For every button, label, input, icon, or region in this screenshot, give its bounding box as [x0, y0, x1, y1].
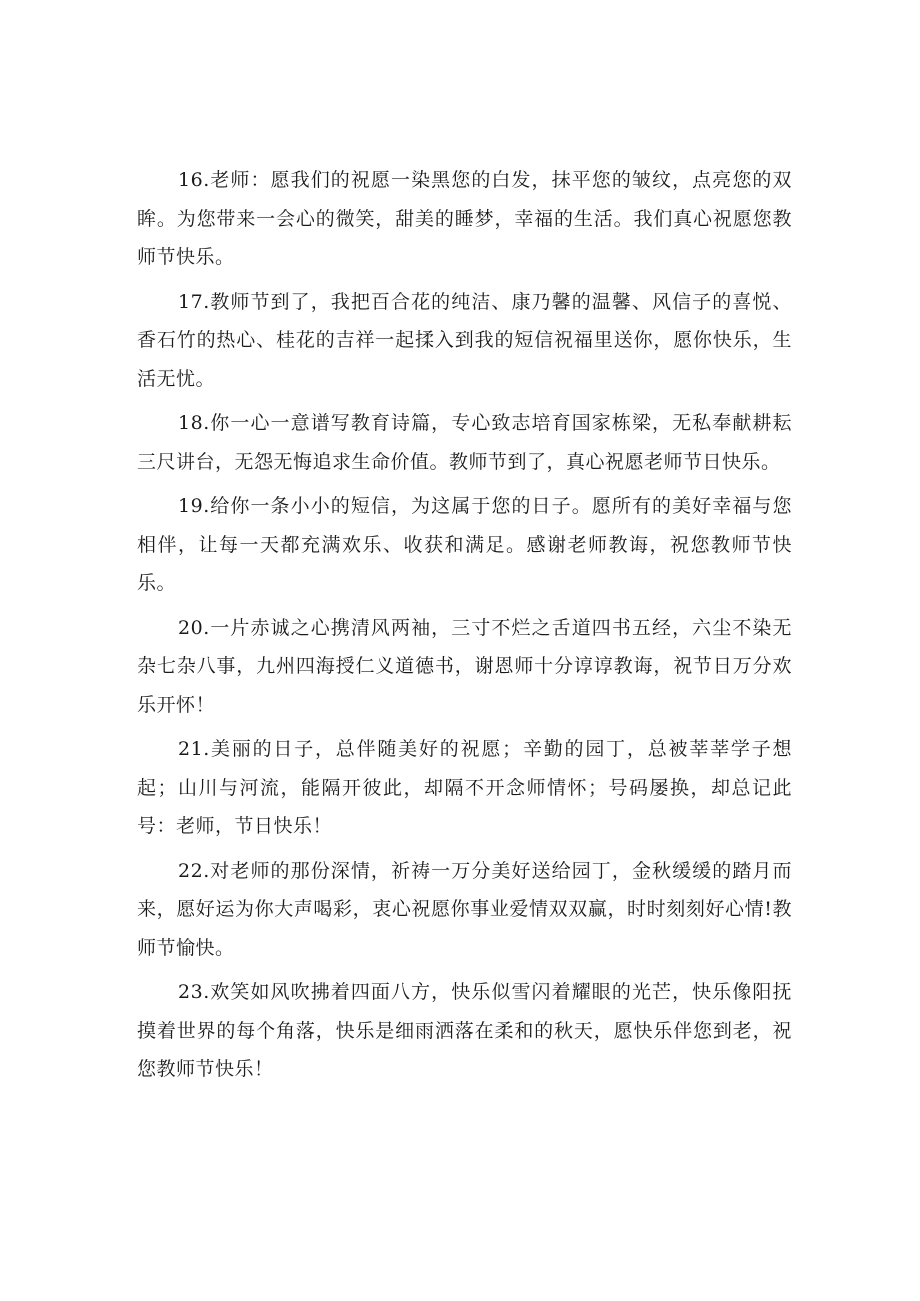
paragraph-text: .老师：愿我们的祝愿一染黑您的白发，抹平您的皱纹，点亮您的双眸。为您带来一会心的微笑，甜美的睡梦，幸福的生活。我们真心祝愿您教师节快乐。 — [137, 169, 792, 268]
paragraph-20 — [137, 609, 792, 725]
paragraph-number: 16 — [178, 169, 204, 191]
paragraph-23 — [137, 973, 792, 1089]
paragraph-21 — [137, 730, 792, 846]
paragraph-text: .一片赤诚之心携清风两袖，三寸不烂之舌道四书五经，六尘不染无杂七杂八事，九州四海授仁义道德书，谢恩师十分谆谆教诲，祝节日万分欢乐开怀！ — [137, 616, 792, 716]
paragraph-text: .你一心一意谱写教育诗篇，专心致志培育国家栋梁，无私奉献耕耘三尺讲台，无怨无悔追求生命价值。教师节到了，真心祝愿老师节日快乐。 — [137, 412, 792, 473]
paragraph-text: .欢笑如风吹拂着四面八方，快乐似雪闪着耀眼的光芒，快乐像阳抚摸着世界的每个角落，快乐是细雨洒落在柔和的秋天，愿快乐伴您到老，祝您教师节快乐！ — [137, 981, 792, 1080]
paragraph-number: 20 — [178, 616, 204, 639]
paragraph-number: 22 — [178, 859, 204, 882]
paragraph-text: .教师节到了，我把百合花的纯洁、康乃馨的温馨、风信子的喜悦、香石竹的热心、桂花的吉祥一起揉入到我的短信祝福里送你，愿你快乐，生活无忧。 — [137, 290, 792, 390]
paragraph-number: 23 — [178, 981, 204, 1003]
paragraph-number: 19 — [178, 495, 204, 517]
paragraph-number: 18 — [178, 412, 204, 434]
paragraph-18 — [137, 404, 792, 481]
paragraph-number: 17 — [178, 290, 204, 313]
paragraph-22 — [137, 852, 792, 968]
paragraph-text: .给你一条小小的短信，为这属于您的日子。愿所有的美好幸福与您相伴，让每一天都充满欢乐、收获和满足。感谢老师教诲，祝您教师节快乐。 — [137, 495, 792, 594]
paragraph-17 — [137, 283, 792, 399]
paragraph-16 — [137, 161, 792, 277]
document-body — [137, 161, 792, 1095]
paragraph-number: 21 — [178, 738, 204, 760]
paragraph-19 — [137, 487, 792, 603]
paragraph-text: .对老师的那份深情，祈祷一万分美好送给园丁，金秋缓缓的踏月而来，愿好运为你大声喝彩，衷心祝愿你事业爱情双双赢，时时刻刻好心情!教师节愉快。 — [137, 859, 792, 959]
paragraph-text: .美丽的日子，总伴随美好的祝愿；辛勤的园丁，总被莘莘学子想起；山川与河流，能隔开彼此，却隔不开念师情怀；号码屡换，却总记此号：老师，节日快乐！ — [137, 738, 792, 837]
